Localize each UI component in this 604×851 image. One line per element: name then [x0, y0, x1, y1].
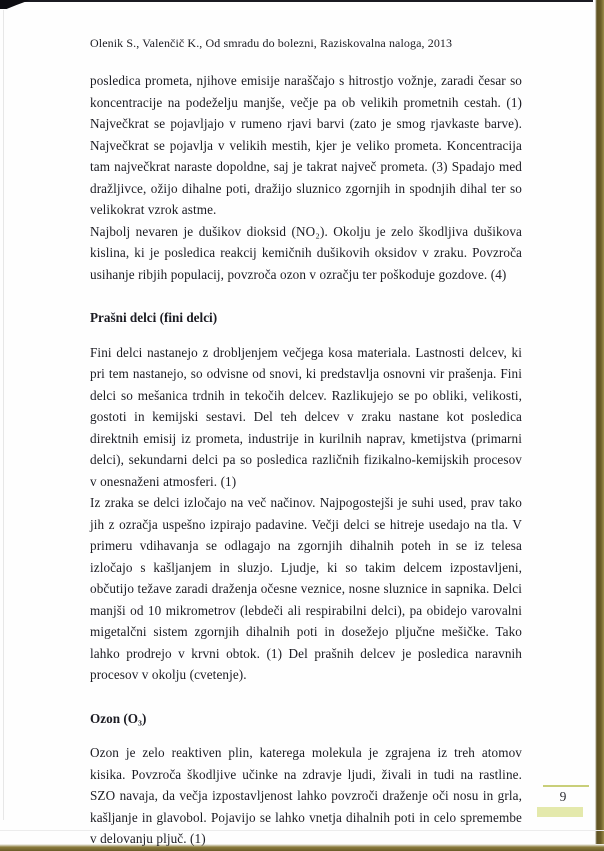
scan-top-edge-artifact — [0, 0, 604, 2]
footer-accent-rule — [543, 785, 589, 787]
page-content — [90, 36, 522, 850]
section-heading-ozone: Ozon (O₃) — [90, 710, 147, 726]
scan-left-edge-line — [3, 10, 4, 820]
page-number: 9 — [559, 789, 567, 804]
scan-right-border — [593, 0, 604, 851]
scan-corner-artifact — [0, 0, 30, 9]
page-number-footer — [537, 785, 589, 817]
body-text — [90, 70, 522, 850]
section-heading-fine-particles: Prašni delci (fini delci) — [90, 310, 218, 325]
paragraph-nitrogen-dioxide: Najbolj nevaren je dušikov dioksid (NO₂). Okolju je zelo škodljiva dušikova kislina, ki je posledica reakcij kemičnih dušikovih oksidov v zraku. Povzroča usihanje ribjih populacij, povzroča ozon v ozračju ter poškoduje gozdove. (4) — [90, 223, 522, 282]
paragraph-fine-particles-origin: Fini delci nastanejo z drobljenjem večjega kosa materiala. Lastnosti delcev, ki pri tem nastanejo, so odvisne od snovi, ki predstavlja osnovni vir prašenja. Fini delci so mešanica trdnih in tekočih delcev. Razlikujejo se po obliki, velikosti, gostoti in kemijski sestavi. Del teh delcev v zraku nastane kot posledica direktnih emisij iz prometa, industrije in kurilnih naprav, kmetijstva (primarni delci), sekundarni delci pa so posledica različnih fizikalno-kemijskih procesov v onesnaženi atmosferi. (1) — [90, 344, 522, 489]
paragraph-nitrogen-oxides-continued: posledica prometa, njihove emisije naraščajo s hitrostjo vožnje, zaradi česar so koncentracije na podeželju manjše, večje pa ob velikih prometnih cestah. (1) Največkrat se pojavljajo v rumeno rjavi barvi (zato je smog rjavkaste barve). Največkrat se pojavlja v velikih mestih, kjer je veliko prometa. Koncentracija tam največkrat naraste dopoldne, saj je takrat največ prometa. (3) Spadajo med dražljivce, ožijo dihalne poti, dražijo sluznico zgornjih in spodnjih dihal ter so velikokrat vzrok astme. — [90, 73, 522, 217]
running-header: Olenik S., Valenčič K., Od smradu do bolezni, Raziskovalna naloga, 2013 — [90, 36, 453, 50]
paragraph-fine-particles-removal: Iz zraka se delci izločajo na več načinov. Najpogostejši je suhi used, prav tako jih z ozračja uspešno izpirajo padavine. Večji delci se hitreje usedajo na tla. V primeru vdihavanja se odlagajo na zgornjih dihalnih poteh in se iz telesa izločajo s kašljanjem in sluzjo. Ljudje, ki so takim delcem izpostavljeni, občutijo težave zaradi draženja očesne veznice, nosne sluznice in sapnika. Delci manjši od 10 mikrometrov (lebdeči ali respirabilni delci), pa obidejo varovalni migetalčni sistem zgornjih dihalnih poti in dosežejo pljučne mešičke. Tako lahko prodrejo v krvni obtok. (1) Del prašnih delcev je posledica naravnih procesov v okolju (cvetenje). — [90, 495, 522, 682]
paragraph-ozone: Ozon je zelo reaktiven plin, katerega molekula je zgrajena iz treh atomov kisika. Povzroča škodljive učinke na zdravje ljudi, živali in tudi na rastline. SZO navaja, da večja izpostavljenost lahko povzroči draženje oči nosu in grla, kašljanje in glavobol. Pojavijo se lahko vnetja dihalnih poti in celo spremembe v delovanju pljuč. (1) — [90, 745, 522, 846]
footer-accent-bar — [537, 807, 583, 817]
